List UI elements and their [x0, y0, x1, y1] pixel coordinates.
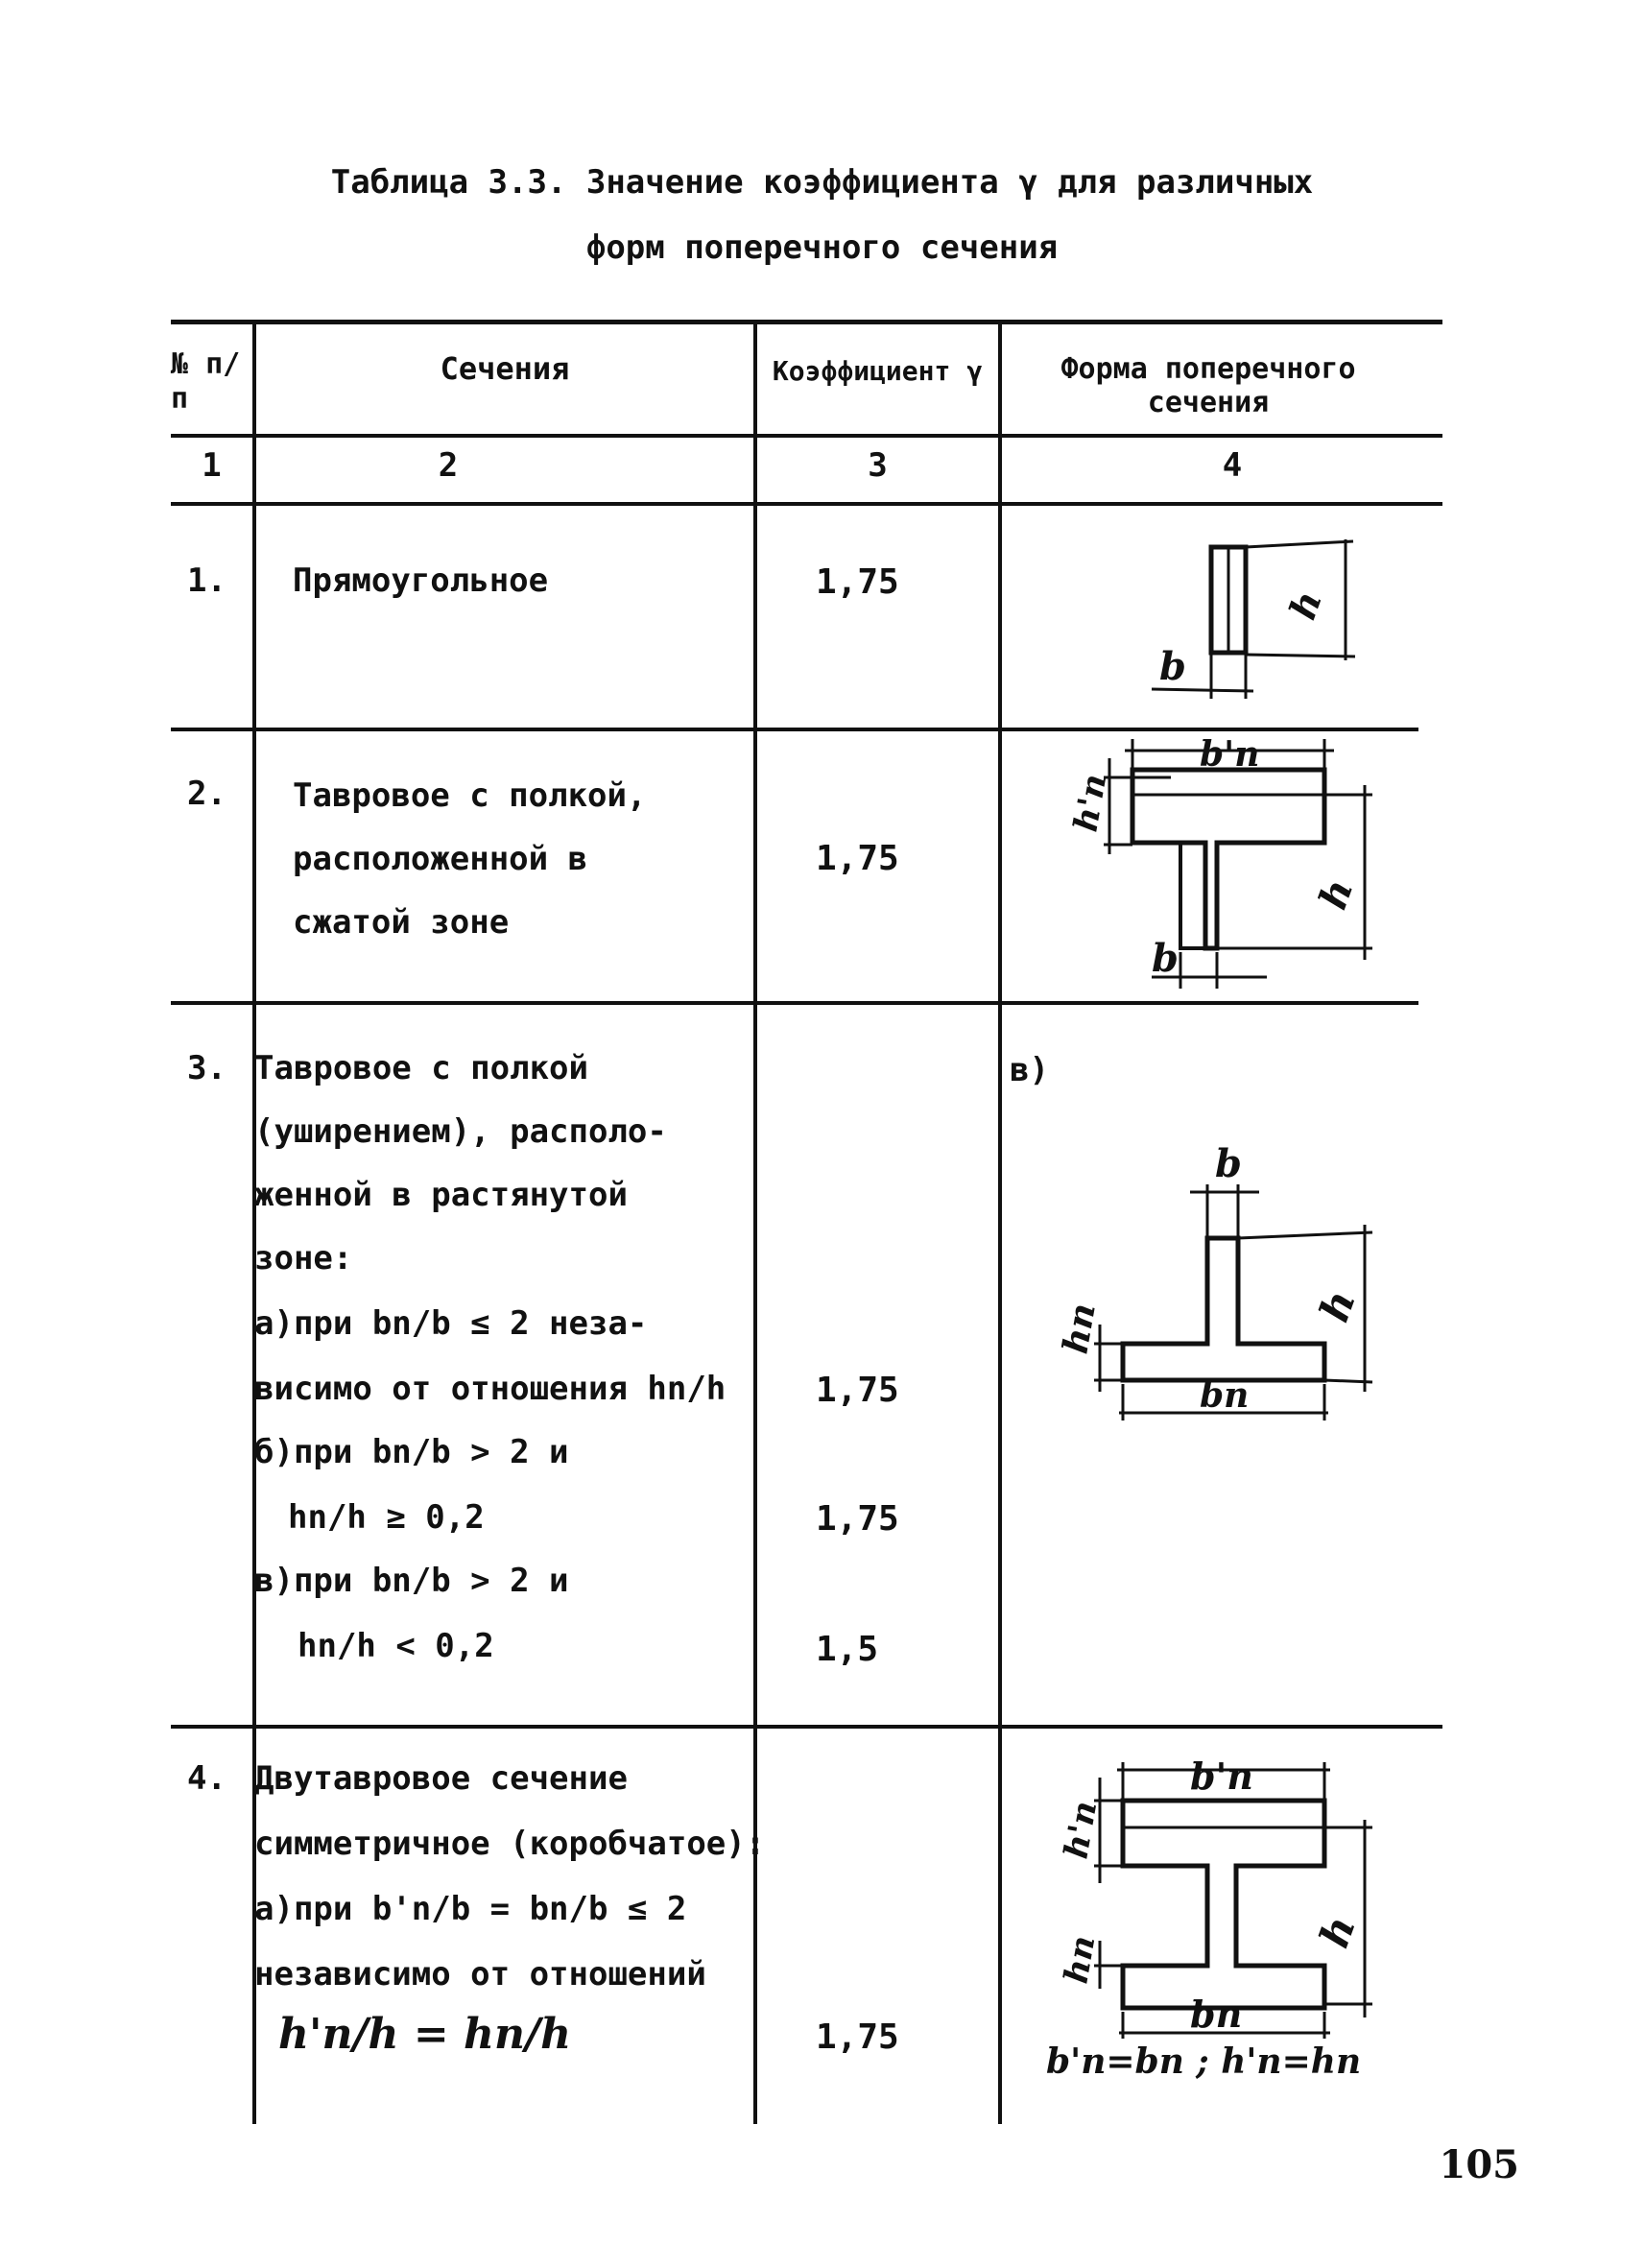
row4-sub-a3: h'n/h = hn/h: [278, 2010, 572, 2059]
row4-num: 4.: [187, 1759, 226, 1798]
fig4-label-bf: b'n: [1190, 1755, 1253, 1798]
row3-sub-b2: hn/h ≥ 0,2: [288, 1498, 485, 1537]
fig3-label-hn: hn: [1055, 1300, 1104, 1357]
row3-sub-c2: hn/h < 0,2: [298, 1627, 494, 1665]
row4-section-line1: Двутавровое сечение: [254, 1759, 628, 1798]
fig3-label-b: b: [1215, 1141, 1242, 1186]
colnum-bottom-rule: [171, 502, 1442, 506]
row4-section-line2: симметричное (коробчатое):: [254, 1825, 766, 1863]
fig2-label-h: h: [1310, 873, 1363, 916]
fig2-label-hf: h'n: [1066, 771, 1115, 835]
row3-section-line4: зоне:: [254, 1239, 353, 1277]
row3-sub-a1: а)при bn/b ≤ 2 неза-: [254, 1304, 648, 1343]
fig3-label-h: h: [1310, 1283, 1365, 1328]
row3-figure-label: в): [1010, 1051, 1049, 1089]
row3-coef-b: 1,75: [816, 1499, 899, 1539]
row4-sub-a1: а)при b'n/b = bn/b ≤ 2: [254, 1890, 687, 1928]
table-title-line1: Таблица 3.3. Значение коэффициента γ для различных: [330, 163, 1314, 202]
fig1-label-b: b: [1159, 644, 1186, 689]
t-section-compressed-flange-figure: [1056, 729, 1401, 998]
row2-coef: 1,75: [816, 839, 899, 878]
fig2-label-b: b: [1152, 936, 1179, 981]
fig4-caption: b'n=bn ; h'n=hn: [1046, 2041, 1362, 2082]
fig4-label-h: h: [1310, 1909, 1365, 1954]
i-section-box-figure: [1046, 1739, 1401, 2085]
row1-num: 1.: [187, 561, 226, 600]
row2-bottom-rule: [171, 1001, 1418, 1005]
row3-section-line2: (уширением), располо-: [254, 1112, 667, 1151]
colnum-4: 4: [1222, 446, 1243, 485]
colnum-1: 1: [202, 446, 222, 485]
row1-section: Прямоугольное: [293, 561, 549, 600]
t-section-tension-flange-figure: [1046, 1133, 1392, 1478]
row4-coef: 1,75: [816, 2017, 899, 2057]
row3-bottom-rule: [171, 1725, 1442, 1729]
header-shape: Форма поперечного сечения: [1060, 352, 1356, 419]
row2-section-line2: расположенной в: [293, 840, 588, 878]
header-section: Сечения: [440, 350, 570, 387]
row3-num: 3.: [187, 1049, 226, 1087]
table-title-line2: форм поперечного сечения: [585, 228, 1059, 267]
row2-section-line1: Тавровое с полкой,: [293, 776, 647, 815]
colnum-3: 3: [868, 446, 888, 485]
row3-section-line1: Тавровое с полкой: [254, 1049, 588, 1087]
fig4-label-bn: bn: [1190, 1993, 1243, 2036]
row3-coef-c: 1,5: [816, 1630, 879, 1669]
row3-section-line3: женной в растянутой: [254, 1176, 628, 1214]
row3-coef-a: 1,75: [816, 1371, 899, 1410]
page-number: 105: [1439, 2142, 1519, 2187]
row3-sub-c1: в)при bn/b > 2 и: [254, 1562, 569, 1600]
row3-sub-b1: б)при bn/b > 2 и: [254, 1433, 569, 1471]
row2-num: 2.: [187, 775, 226, 813]
col-divider-3: [998, 320, 1002, 2124]
fig1-label-h: h: [1280, 585, 1330, 626]
fig3-label-bn: bn: [1200, 1375, 1250, 1416]
fig4-label-hf: h'n: [1057, 1798, 1106, 1862]
colnum-2: 2: [438, 446, 459, 485]
header-bottom-rule: [171, 434, 1442, 438]
row1-coef: 1,75: [816, 562, 899, 602]
fig4-label-hn: hn: [1057, 1932, 1104, 1987]
fig2-label-bf: b'n: [1200, 734, 1260, 775]
header-num: № п/п: [171, 347, 241, 416]
header-coef: Коэффициент γ: [772, 355, 984, 387]
row2-section-line3: сжатой зоне: [293, 903, 510, 942]
row4-sub-a2: независимо от отношений: [254, 1955, 706, 1993]
table-top-rule: [171, 320, 1442, 324]
rectangular-section-figure: [1132, 526, 1382, 718]
row3-sub-a2: висимо от отношения hn/h: [254, 1370, 727, 1408]
